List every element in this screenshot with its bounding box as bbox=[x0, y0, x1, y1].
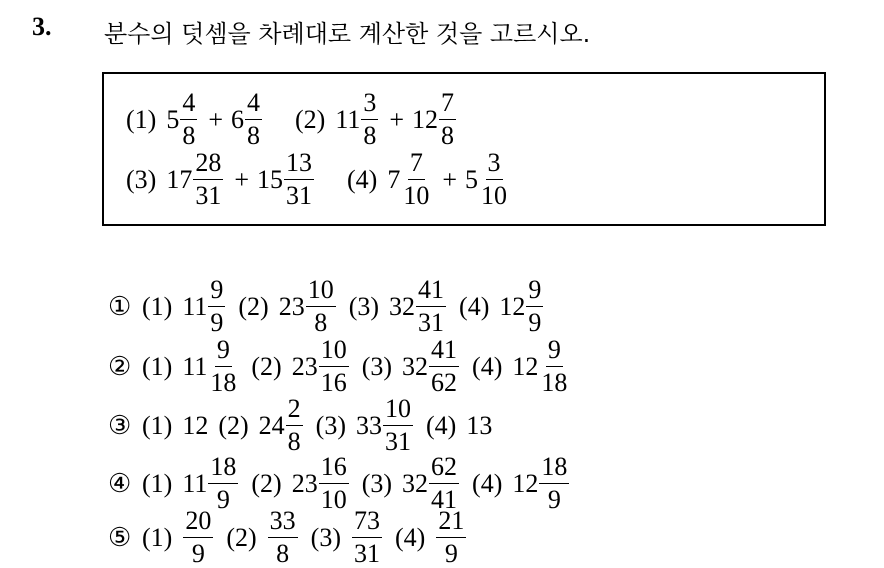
denominator: 16 bbox=[320, 368, 347, 397]
numerator: 3 bbox=[486, 150, 503, 180]
problem-label: (4) bbox=[347, 164, 378, 194]
question-number: 3. bbox=[32, 12, 52, 41]
item-label: (3) bbox=[315, 410, 346, 440]
denominator: 8 bbox=[441, 121, 455, 150]
item-label: (4) bbox=[459, 291, 490, 321]
denominator: 62 bbox=[431, 368, 458, 397]
choice-mark: ③ bbox=[108, 410, 132, 440]
denominator: 18 bbox=[541, 368, 568, 397]
numerator: 28 bbox=[193, 150, 223, 180]
numerator: 33 bbox=[268, 508, 298, 538]
denominator: 31 bbox=[195, 181, 222, 210]
problem-label: (2) bbox=[295, 104, 326, 134]
item-label: (4) bbox=[472, 468, 503, 498]
denominator: 8 bbox=[314, 308, 328, 337]
item-label: (2) bbox=[226, 522, 257, 552]
plus-operator: + bbox=[389, 104, 405, 134]
choice-mark: ② bbox=[108, 351, 132, 381]
problem-row-1 bbox=[126, 90, 459, 149]
fraction bbox=[416, 277, 446, 336]
item-label: (1) bbox=[142, 291, 173, 321]
fraction bbox=[208, 454, 238, 513]
fraction bbox=[383, 396, 413, 455]
denominator: 18 bbox=[210, 368, 237, 397]
whole-number: 12 bbox=[512, 351, 539, 381]
numerator: 73 bbox=[352, 508, 382, 538]
numerator: 10 bbox=[319, 337, 349, 367]
whole-number: 5 bbox=[166, 104, 180, 134]
item-label: (3) bbox=[348, 291, 380, 321]
item-label: (1) bbox=[142, 522, 173, 552]
choice-1[interactable] bbox=[108, 277, 546, 336]
fraction bbox=[439, 90, 456, 149]
whole-number: 23 bbox=[291, 351, 318, 381]
fraction bbox=[352, 508, 382, 567]
item-label: (4) bbox=[425, 410, 457, 440]
fraction bbox=[180, 90, 197, 149]
numerator: 3 bbox=[361, 90, 378, 120]
whole-number: 23 bbox=[278, 291, 305, 321]
fraction bbox=[306, 277, 336, 336]
fraction bbox=[319, 337, 349, 396]
whole-number: 33 bbox=[355, 410, 382, 440]
whole-number: 11 bbox=[182, 468, 208, 498]
numerator: 18 bbox=[208, 454, 238, 484]
numerator: 4 bbox=[180, 90, 197, 120]
choice-mark: ⑤ bbox=[108, 522, 132, 552]
numerator: 7 bbox=[408, 150, 425, 180]
whole-number: 17 bbox=[166, 164, 193, 194]
item-label: (1) bbox=[142, 410, 173, 440]
whole-number: 5 bbox=[465, 164, 478, 194]
item-label: (2) bbox=[251, 351, 282, 381]
numerator: 9 bbox=[215, 337, 232, 367]
problem-box bbox=[102, 72, 826, 226]
whole-number: 23 bbox=[291, 468, 318, 498]
choice-mark: ④ bbox=[108, 468, 132, 498]
item-label: (4) bbox=[394, 522, 426, 552]
denominator: 31 bbox=[286, 181, 312, 210]
denominator: 9 bbox=[216, 485, 230, 514]
fraction bbox=[401, 150, 431, 209]
fraction bbox=[183, 508, 213, 567]
item-label: (3) bbox=[310, 522, 341, 552]
numerator: 18 bbox=[539, 454, 569, 484]
whole-number: 7 bbox=[387, 164, 401, 194]
fraction bbox=[319, 454, 349, 513]
fraction bbox=[436, 508, 466, 567]
numerator: 10 bbox=[306, 277, 336, 307]
denominator: 10 bbox=[403, 181, 430, 210]
denominator: 9 bbox=[210, 308, 224, 337]
whole-number: 32 bbox=[402, 351, 429, 381]
fraction bbox=[268, 508, 298, 567]
fraction bbox=[245, 90, 262, 149]
numerator: 41 bbox=[429, 337, 459, 367]
whole-number: 6 bbox=[231, 104, 244, 134]
denominator: 31 bbox=[384, 427, 411, 456]
fraction bbox=[429, 337, 459, 396]
whole-number: 32 bbox=[389, 291, 416, 321]
denominator: 8 bbox=[276, 539, 290, 568]
whole-number: 13 bbox=[466, 410, 493, 440]
item-label: (1) bbox=[142, 351, 173, 381]
problem-label: (3) bbox=[126, 164, 157, 194]
whole-number: 15 bbox=[257, 164, 283, 194]
numerator: 7 bbox=[439, 90, 456, 120]
problem-row-2 bbox=[126, 150, 512, 209]
numerator: 10 bbox=[383, 396, 413, 426]
denominator: 9 bbox=[547, 485, 561, 514]
whole-number: 12 bbox=[499, 291, 526, 321]
item-label: (1) bbox=[142, 468, 173, 498]
fraction bbox=[208, 337, 238, 396]
numerator: 9 bbox=[208, 277, 225, 307]
whole-number: 11 bbox=[335, 104, 361, 134]
fraction bbox=[286, 396, 303, 455]
denominator: 10 bbox=[320, 485, 347, 514]
denominator: 31 bbox=[418, 308, 445, 337]
numerator: 4 bbox=[245, 90, 262, 120]
denominator: 8 bbox=[182, 121, 196, 150]
denominator: 10 bbox=[481, 181, 507, 210]
fraction bbox=[361, 90, 378, 149]
choice-3[interactable] bbox=[108, 396, 492, 455]
fraction bbox=[539, 454, 569, 513]
denominator: 9 bbox=[528, 308, 542, 337]
whole-number: 12 bbox=[412, 104, 439, 134]
numerator: 9 bbox=[546, 337, 563, 367]
item-label: (4) bbox=[472, 351, 503, 381]
item-label: (2) bbox=[251, 468, 282, 498]
numerator: 16 bbox=[319, 454, 349, 484]
numerator: 21 bbox=[436, 508, 466, 538]
denominator: 8 bbox=[287, 427, 301, 456]
denominator: 8 bbox=[363, 121, 377, 150]
whole-number: 11 bbox=[182, 351, 208, 381]
denominator: 31 bbox=[353, 539, 380, 568]
plus-operator: + bbox=[208, 104, 223, 134]
problem-label: (1) bbox=[126, 104, 157, 134]
item-label: (3) bbox=[361, 468, 393, 498]
numerator: 13 bbox=[284, 150, 314, 180]
fraction bbox=[208, 277, 225, 336]
numerator: 41 bbox=[416, 277, 446, 307]
denominator: 8 bbox=[247, 121, 260, 150]
numerator: 9 bbox=[526, 277, 543, 307]
plus-operator: + bbox=[234, 164, 249, 194]
fraction bbox=[284, 150, 314, 209]
whole-number: 12 bbox=[182, 410, 209, 440]
numerator: 20 bbox=[183, 508, 213, 538]
question-text: 분수의 덧셈을 차례대로 계산한 것을 고르시오. bbox=[104, 20, 591, 48]
whole-number: 32 bbox=[402, 468, 429, 498]
choice-mark: ① bbox=[108, 291, 132, 321]
whole-number: 24 bbox=[258, 410, 285, 440]
whole-number: 11 bbox=[182, 291, 208, 321]
item-label: (2) bbox=[238, 291, 269, 321]
numerator: 2 bbox=[286, 396, 303, 426]
choice-4[interactable] bbox=[108, 454, 572, 513]
fraction bbox=[479, 150, 509, 209]
plus-operator: + bbox=[442, 164, 457, 194]
choice-5[interactable] bbox=[108, 508, 469, 567]
choice-2[interactable] bbox=[108, 337, 572, 396]
fraction bbox=[526, 277, 543, 336]
denominator: 41 bbox=[431, 485, 458, 514]
denominator: 9 bbox=[191, 539, 205, 568]
item-label: (3) bbox=[361, 351, 393, 381]
item-label: (2) bbox=[218, 410, 249, 440]
fraction bbox=[539, 337, 569, 396]
numerator: 62 bbox=[429, 454, 459, 484]
fraction bbox=[429, 454, 459, 513]
whole-number: 12 bbox=[512, 468, 539, 498]
denominator: 9 bbox=[444, 539, 458, 568]
fraction bbox=[193, 150, 223, 209]
